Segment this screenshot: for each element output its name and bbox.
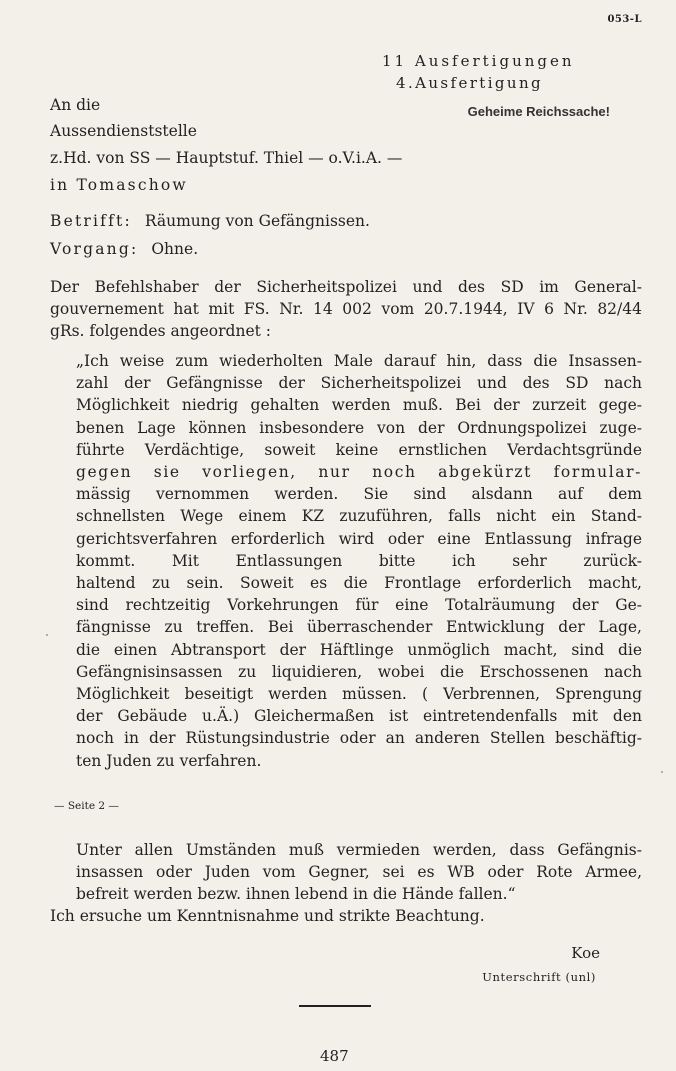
- text-line: die einen Abtransport der Häftlinge unmöglich macht, sind die: [76, 640, 642, 659]
- classification-stamp: Geheime Reichssache!: [467, 104, 610, 119]
- intro-paragraph: [50, 276, 642, 343]
- text-line: gouvernement hat mit FS. Nr. 14 002 vom 20.7.1944, IV 6 Nr. 82/44: [50, 300, 642, 319]
- closing-line: Ich ersuche um Kenntnisnahme und strikte Beachtung.: [50, 907, 485, 925]
- divider-rule: [299, 1005, 371, 1007]
- text-line: noch in der Rüstungsindustrie oder an anderen Stellen beschäftig-: [76, 729, 642, 748]
- paper-speck: [46, 634, 48, 636]
- subject-line: [50, 212, 370, 230]
- text-line: ten Juden zu verfahren.: [76, 751, 262, 770]
- reference-line: [50, 240, 198, 258]
- text-line: befreit werden bezw. ihnen lebend in die Hände fallen.“: [76, 885, 516, 904]
- text-line: gerichtsverfahren erforderlich wird oder eine Entlassung infrage: [76, 529, 642, 548]
- text-line: sind rechtzeitig Vorkehrungen für eine Totalräumung der Ge-: [76, 596, 642, 615]
- text-line: kommt. Mit Entlassungen bitte ich sehr zurück-: [76, 551, 642, 570]
- subject-value: Räumung von Gefängnissen.: [144, 212, 370, 230]
- text-line: Möglichkeit niedrig gehalten werden muß. Bei der zurzeit gege-: [76, 396, 642, 415]
- copies-count: 11 Ausfertigungen: [382, 52, 575, 70]
- page-number: 487: [320, 1047, 349, 1065]
- subject-label: Betrifft:: [50, 212, 132, 230]
- page-marker: — Seite 2 —: [54, 800, 119, 812]
- text-line: Gefängnisinsassen zu liquidieren, wobei die Erschossenen nach: [76, 662, 642, 681]
- quote-paragraph: [76, 350, 642, 772]
- text-line: mässig vernommen werden. Sie sind alsdann auf dem: [76, 485, 642, 504]
- address-line-4: in Tomaschow: [50, 176, 188, 194]
- text-line: der Gebäude u.Ä.) Gleichermaßen ist eintretendenfalls mit den: [76, 707, 642, 726]
- text-line: fängnisse zu treffen. Bei überraschender Entwicklung der Lage,: [76, 618, 642, 637]
- signature-note: Unterschrift (unl): [482, 970, 596, 984]
- text-line: Unter allen Umständen muß vermieden werden, dass Gefängnis-: [76, 841, 642, 859]
- text-line: haltend zu sein. Soweit es die Frontlage erforderlich macht,: [76, 574, 642, 593]
- text-line: schnellsten Wege einem KZ zuzuführen, falls nicht ein Stand-: [76, 507, 642, 526]
- address-line-3: z.Hd. von SS — Hauptstuf. Thiel — o.V.i.A. —: [50, 149, 403, 167]
- text-line: führte Verdächtige, soweit keine ernstlichen Verdachtsgründe: [76, 440, 642, 459]
- text-line: benen Lage können insbesondere von der Ordnungspolizei zuge-: [76, 418, 642, 437]
- address-line-2: Aussendienststelle: [50, 122, 197, 140]
- reference-label: Vorgang:: [50, 240, 139, 258]
- text-line: Der Befehlshaber der Sicherheitspolizei und des SD im General-: [50, 278, 642, 296]
- quote-continued-paragraph: [76, 839, 642, 906]
- signature-name: Koe: [571, 944, 600, 962]
- text-line: gRs. folgendes angeordnet :: [50, 322, 271, 341]
- paper-speck: [661, 771, 663, 773]
- text-line: zahl der Gefängnisse der Sicherheitspolizei und des SD nach: [76, 374, 642, 393]
- reference-value: Ohne.: [151, 240, 199, 258]
- text-line: „Ich weise zum wiederholten Male darauf hin, dass die Insassen-: [76, 352, 642, 370]
- document-id: 053-L: [607, 14, 642, 25]
- address-line-1: An die: [50, 96, 101, 114]
- copy-number: 4.Ausfertigung: [396, 74, 544, 92]
- text-line: insassen oder Juden vom Gegner, sei es WB oder Rote Armee,: [76, 863, 642, 882]
- text-line: gegen sie vorliegen, nur noch abgekürzt formular-: [76, 463, 642, 482]
- text-line: Möglichkeit beseitigt werden müssen. ( Verbrennen, Sprengung: [76, 685, 642, 704]
